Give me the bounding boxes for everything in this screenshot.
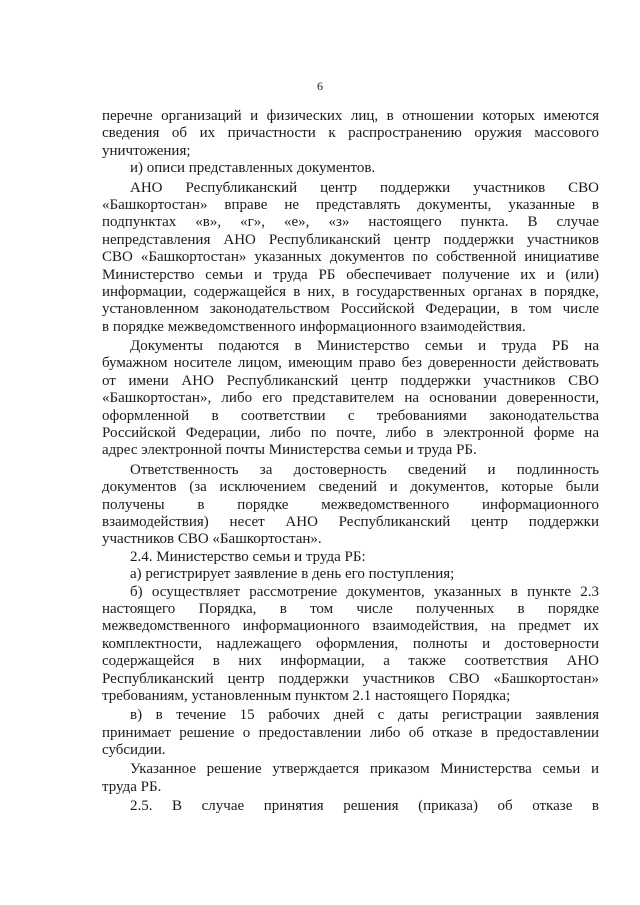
text-line: информации, содержащейся в них, в государственных органах в порядке, [102, 283, 599, 300]
text-line: а) регистрирует заявление в день его поступления; [130, 566, 455, 583]
text-line: подпунктах «в», «г», «е», «з» настоящего пункта. В случае [102, 214, 599, 231]
text-line: 2.4. Министерство семьи и труда РБ: [130, 548, 366, 565]
text-line: сведения об их причастности к распространению оружия массового [102, 125, 599, 142]
text-line: субсидии. [102, 742, 166, 759]
text-line: требованиям, установленным пунктом 2.1 настоящего Порядка; [102, 687, 511, 704]
text-line: б) осуществляет рассмотрение документов, указанных в пункте 2.3 [130, 583, 599, 600]
text-line: Указанное решение утверждается приказом Министерства семьи и [130, 761, 599, 778]
page-number: 6 [317, 79, 323, 93]
text-line: «Башкортостан», либо его представителем на основании доверенности, [102, 390, 599, 407]
text-line: адрес электронной почты Министерства семьи и труда РБ. [102, 442, 477, 459]
text-line: документов (за исключением сведений и документов, которые были [102, 479, 599, 496]
text-line: межведомственного информационного взаимодействия, на предмет их [102, 618, 599, 635]
text-line: в порядке межведомственного информационного взаимодействия. [102, 318, 526, 335]
text-line: установленном законодательством Российской Федерации, в том числе [102, 301, 599, 318]
text-line: перечне организаций и физических лиц, в отношении которых имеются [102, 108, 599, 124]
text-line: бумажном носителе лицом, имеющим право без доверенности действовать [102, 355, 599, 372]
text-line: Республиканский центр поддержки участников СВО «Башкортостан» [102, 670, 599, 687]
text-line: труда РБ. [102, 778, 162, 795]
text-line: и) описи представленных документов. [130, 160, 376, 177]
text-line: взаимодействия) несет АНО Республиканский центр поддержки [102, 513, 599, 530]
text-line: Российской Федерации, либо по почте, либо в электронной форме на [102, 425, 599, 442]
text-line: принимает решение о предоставлении либо об отказе в предоставлении [102, 724, 599, 741]
text-line: Ответственность за достоверность сведений и подлинность [130, 461, 599, 478]
text-line: уничтожения; [102, 142, 191, 159]
text-line: «Башкортостан» вправе не представлять документы, указанные в [102, 196, 599, 213]
text-line: 2.5. В случае принятия решения (приказа) об отказе в [130, 798, 599, 815]
text-line: непредставления АНО Республиканский центр поддержки участников [102, 231, 599, 248]
text-line: СВО «Башкортостан» указанных документов по собственной инициативе [102, 249, 599, 266]
text-line: настоящего Порядка, в том числе полученных в порядке [102, 600, 599, 617]
text-line: Министерство семьи и труда РБ обеспечивает получение их и (или) [102, 266, 599, 283]
text-line: содержащейся в них информации, а также соответствия АНО [102, 653, 599, 670]
text-line: Документы подаются в Министерство семьи и труда РБ на [130, 338, 599, 355]
text-line: в) в течение 15 рабочих дней с даты регистрации заявления [130, 707, 599, 724]
text-line: АНО Республиканский центр поддержки участников СВО [130, 179, 599, 196]
text-line: получены в порядке межведомственного информационного [102, 496, 599, 513]
text-line: участников СВО «Башкортостан». [102, 531, 322, 548]
text-line: комплектности, надлежащего оформления, полноты и достоверности [102, 635, 599, 652]
text-line: от имени АНО Республиканский центр поддержки участников СВО [102, 372, 599, 389]
text-line: оформленной в соответствии с требованиями законодательства [102, 407, 599, 424]
document-body [102, 108, 599, 816]
